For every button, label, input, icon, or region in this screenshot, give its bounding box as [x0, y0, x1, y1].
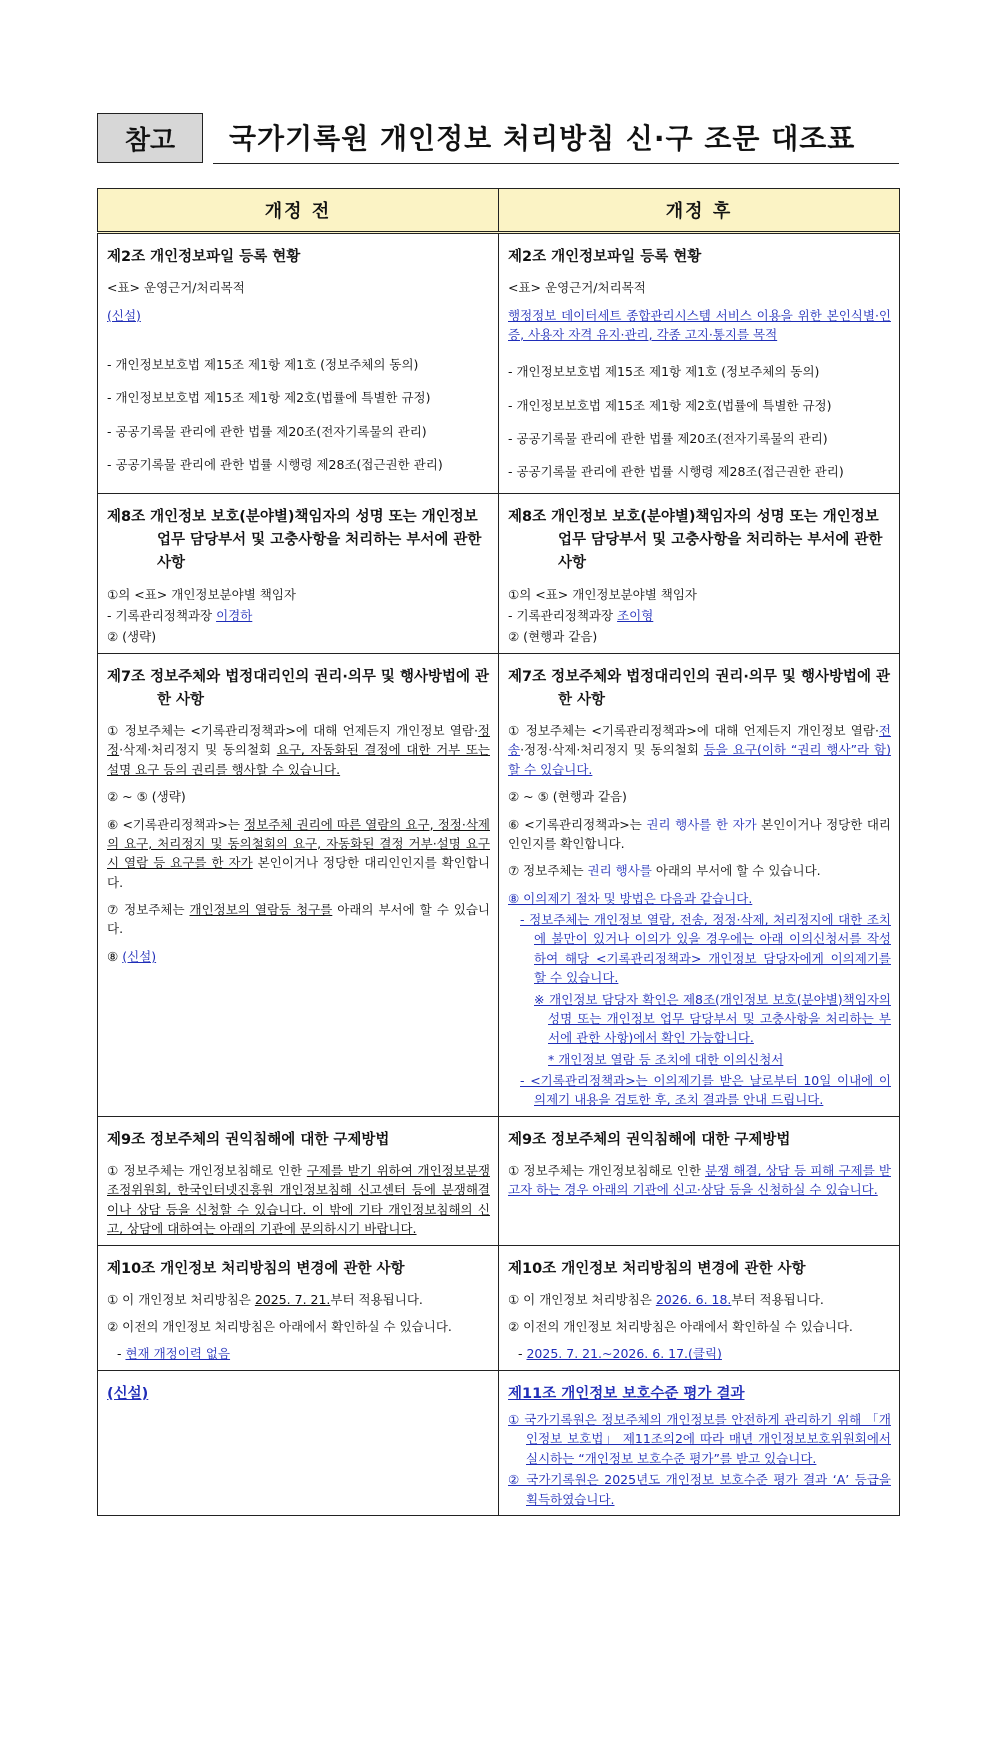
table-row — [98, 1245, 900, 1370]
paragraph-item — [508, 1290, 891, 1309]
officer-title: - 기록관리정책과장 — [508, 607, 618, 623]
text-run: 정정 — [107, 723, 490, 758]
text-run: ⑥ <기록관리정책과>는 — [508, 816, 647, 832]
paragraph-item: ② 국가기록원은 2025년도 개인정보 보호수준 평가 결과 ‘A’ 등급을 획득하였습니다. — [508, 1472, 891, 1507]
text-run: ① 정보주체는 <기록관리정책과>에 대해 언제든지 개인정보 열람· — [107, 723, 478, 739]
text-run: ① 정보주체는 개인정보침해로 인한 — [508, 1163, 706, 1178]
cell-before — [98, 1245, 499, 1370]
table-caption: ①의 <표> 개인정보분야별 책임자 — [508, 586, 697, 602]
text-run: - — [518, 1346, 527, 1362]
text-run: 아래의 부서에 할 수 있습니다. — [651, 863, 821, 879]
new-clause-marker: (신설) — [107, 307, 141, 323]
paragraph-item — [107, 900, 490, 939]
text-run: - — [117, 1346, 126, 1362]
text-run: 권리 행사를 — [587, 863, 652, 879]
article-title: 제8조 개인정보 보호(분야별)책임자의 성명 또는 개인정보 업무 담당부서 및 고충사항을 처리하는 부서에 관한 사항 — [508, 509, 883, 572]
cell-after — [499, 1116, 900, 1245]
table-row — [98, 1370, 900, 1515]
text-run: 권리 행사를 한 자가 — [646, 816, 757, 832]
processing-purpose: 행정정보 데이터세트 종합관리시스템 서비스 이용을 위한 본인식별·인증, 사용자 자격 유지·관리, 각종 고지·통지를 목적 — [508, 307, 891, 342]
officer-title: - 기록관리정책과장 — [107, 607, 217, 623]
previous-policy-link[interactable]: 2025. 7. 21.~2026. 6. 17.(클릭) — [526, 1346, 722, 1362]
text-run: ⑧ — [107, 948, 123, 964]
text-run: 등을 요구(이하 “권리 행사”라 함)할 수 있습니다. — [508, 742, 892, 777]
cell-before — [98, 1370, 499, 1515]
officer-item — [107, 606, 490, 625]
objection-procedure-heading: ⑧ 이의제기 절차 및 방법은 다음과 같습니다. — [508, 890, 753, 906]
text-run: 개인정보의 열람등 청구를 — [189, 902, 333, 918]
paragraph-item — [107, 815, 490, 893]
table-row — [98, 494, 900, 654]
cell-before — [98, 1116, 499, 1245]
text-run: ·정정·삭제·처리정지 및 동의철회 — [520, 742, 704, 758]
cell-before — [98, 653, 499, 1116]
cell-before — [98, 494, 499, 654]
document-header — [97, 113, 899, 166]
text-run: ⑦ 정보주체는 — [107, 902, 190, 918]
article-title: 제10조 개인정보 처리방침의 변경에 관한 사항 — [508, 1260, 806, 1277]
legal-basis-item: - 개인정보보호법 제15조 제1항 제2호(법률에 특별한 규정) — [107, 390, 431, 406]
paragraph-item — [508, 1161, 891, 1200]
text-run: 요구, 자동화된 결정에 대한 거부 또는 설명 요구 등의 권리를 행사할 수 있습니다. — [107, 742, 490, 777]
article-title: 제2조 개인정보파일 등록 현황 — [508, 249, 702, 265]
paragraph-item — [107, 721, 490, 779]
paragraph-item — [107, 1344, 490, 1363]
article-title: 제7조 정보주체와 법정대리인의 권리·의무 및 행사방법에 관한 사항 — [508, 668, 891, 708]
column-header-after: 개정 후 — [499, 189, 900, 233]
paragraph-item: ② 이전의 개인정보 처리방침은 아래에서 확인하실 수 있습니다. — [107, 1319, 452, 1335]
cell-after — [499, 494, 900, 654]
table-row — [98, 233, 900, 494]
article-title: 제2조 개인정보파일 등록 현황 — [107, 249, 301, 265]
article-title: 제9조 정보주체의 권익침해에 대한 구제방법 — [107, 1131, 390, 1148]
legal-basis-item: - 공공기록물 관리에 관한 법률 제20조(전자기록물의 관리) — [107, 423, 427, 439]
effective-date: 2025. 7. 21. — [254, 1291, 331, 1307]
paragraph-item — [508, 721, 891, 779]
paragraph-item — [508, 815, 891, 854]
table-header-row — [98, 189, 900, 233]
comparison-table — [97, 188, 900, 1516]
text-run: 본인이거나 정당한 대리인인지를 확인합니다. — [107, 855, 490, 890]
cell-after — [499, 653, 900, 1116]
cell-after — [499, 1370, 900, 1515]
paragraph-item — [107, 947, 490, 966]
table-caption: <표> 운영근거/처리목적 — [508, 280, 646, 296]
cell-after — [499, 233, 900, 494]
text-run: ① 정보주체는 개인정보침해로 인한 — [107, 1163, 307, 1178]
legal-basis-item: - 개인정보보호법 제15조 제1항 제1호 (정보주체의 동의) — [107, 356, 419, 372]
text-run: ⑦ 정보주체는 — [508, 863, 588, 879]
text-run: ① 이 개인정보 처리방침은 — [107, 1291, 255, 1307]
text-run: 부터 적용됩니다. — [330, 1291, 423, 1307]
legal-basis-item: - 공공기록물 관리에 관한 법률 제20조(전자기록물의 관리) — [508, 431, 828, 447]
article-title: 제11조 개인정보 보호수준 평가 결과 — [508, 1385, 745, 1402]
legal-basis-item: - 공공기록물 관리에 관한 법률 시행령 제28조(접근권한 관리) — [508, 464, 844, 480]
text-run: 아래의 부서에 할 수 있습니다. — [107, 902, 490, 937]
article-title: 제7조 정보주체와 법정대리인의 권리·의무 및 행사방법에 관한 사항 — [107, 668, 490, 708]
text-run: ⑥ <기록관리정책과>는 — [107, 816, 245, 832]
effective-date: 2026. 6. 18. — [655, 1291, 732, 1307]
column-header-before: 개정 전 — [98, 189, 499, 233]
page-title: 국가기록원 개인정보 처리방침 신·구 조문 대조표 — [229, 122, 856, 155]
table-caption: ①의 <표> 개인정보분야별 책임자 — [107, 586, 296, 602]
text-run: ·삭제·처리정지 및 동의철회 — [119, 742, 277, 758]
title-underline — [213, 163, 899, 164]
paragraph-item — [107, 1161, 490, 1239]
article-title: 제9조 정보주체의 권익침해에 대한 구제방법 — [508, 1131, 791, 1148]
text-run: 분쟁 해결, 상담 등 피해 구제를 받고자 하는 경우 아래의 기관에 신고·상담 등을 신청하실 수 있습니다. — [508, 1163, 891, 1198]
objection-form-link[interactable]: * 개인정보 열람 등 조치에 대한 이의신청서 — [548, 1051, 784, 1067]
text-run: 본인이거나 정당한 대리인인지를 확인합니다. — [508, 816, 891, 851]
text-run: 전송 — [508, 723, 891, 758]
officer-name: 조이형 — [617, 607, 654, 623]
paragraph-item: ② (생략) — [107, 629, 157, 645]
revision-history: 현재 개정이력 없음 — [125, 1346, 231, 1362]
text-run: ① 정보주체는 <기록관리정책과>에 대해 언제든지 개인정보 열람· — [508, 723, 879, 739]
paragraph-item — [508, 861, 891, 880]
legal-basis-item: - 개인정보보호법 제15조 제1항 제2호(법률에 특별한 규정) — [508, 397, 832, 413]
objection-item: - <기록관리정책과>는 이의제기를 받은 날로부터 10일 이내에 이의제기 내용을 검토한 후, 조치 결과를 안내 드립니다. — [520, 1073, 891, 1108]
paragraph-item: ② (현행과 같음) — [508, 629, 598, 645]
article-title: 제8조 개인정보 보호(분야별)책임자의 성명 또는 개인정보 업무 담당부서 및 고충사항을 처리하는 부서에 관한 사항 — [107, 509, 482, 572]
paragraph-item — [107, 1290, 490, 1309]
officer-name: 이경하 — [216, 607, 253, 623]
reference-badge: 참고 — [97, 113, 203, 163]
paragraph-item: ② 이전의 개인정보 처리방침은 아래에서 확인하실 수 있습니다. — [508, 1319, 853, 1335]
text-run: 구제를 받기 위하여 개인정보분쟁조정위원회, 한국인터넷진흥원 개인정보침해 신고센터 등에 분쟁해결이나 상담 등을 신청할 수 있습니다. 이 밖에 기타 개인정보침해의 신고, 상담에 대하여는 아래의 기관에 문의하시기 바랍니다. — [107, 1163, 490, 1237]
table-row — [98, 653, 900, 1116]
paragraph-item: ② ~ ⑤ (현행과 같음) — [508, 789, 627, 805]
text-run: 정보주체 권리에 따른 열람의 요구, 정정·삭제의 요구, 처리정지 및 동의철회의 요구, 자동화된 결정 거부·설명 요구 시 열람 등 요구를 한 자가 — [107, 816, 490, 871]
legal-basis-item: - 공공기록물 관리에 관한 법률 시행령 제28조(접근권한 관리) — [107, 457, 443, 473]
cell-after — [499, 1245, 900, 1370]
cell-before — [98, 233, 499, 494]
new-clause-marker: (신설) — [122, 948, 157, 964]
table-row — [98, 1116, 900, 1245]
paragraph-item: ② ~ ⑤ (생략) — [107, 789, 186, 805]
new-clause-marker: (신설) — [107, 1385, 149, 1402]
officer-item — [508, 606, 891, 625]
article-title: 제10조 개인정보 처리방침의 변경에 관한 사항 — [107, 1260, 405, 1277]
paragraph-item — [508, 1344, 891, 1363]
table-caption: <표> 운영근거/처리목적 — [107, 280, 245, 296]
text-run: 부터 적용됩니다. — [731, 1291, 824, 1307]
text-run: ① 이 개인정보 처리방침은 — [508, 1291, 656, 1307]
paragraph-item: ① 국가기록원은 정보주체의 개인정보를 안전하게 관리하기 위해 「개인정보 보호법」 제11조의2에 따라 매년 개인정보보호위원회에서 실시하는 “개인정보 보호수준 평가”를 받고 있습니다. — [508, 1412, 891, 1466]
objection-note: ※ 개인정보 담당자 확인은 제8조(개인정보 보호(분야별)책임자의 성명 또는 개인정보 업무 담당부서 및 고충사항을 처리하는 부서에 관한 사항)에서 확인 가능합니다. — [534, 991, 891, 1046]
objection-item: - 정보주체는 개인정보 열람, 전송, 정정·삭제, 처리정지에 대한 조치에 불만이 있거나 이의가 있을 경우에는 아래 이의신청서를 작성하여 해당 <기록관리정책과> 개인정보 담당자에게 이의제기를 할 수 있습니다. — [520, 912, 891, 986]
legal-basis-item: - 개인정보보호법 제15조 제1항 제1호 (정보주체의 동의) — [508, 364, 820, 380]
